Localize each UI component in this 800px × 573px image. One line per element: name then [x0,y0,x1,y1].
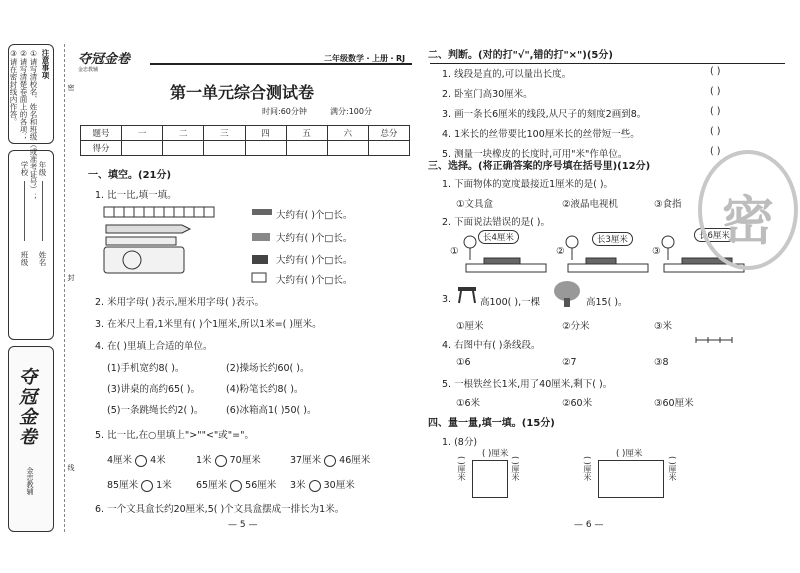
option[interactable]: ①厘米 [456,321,484,332]
answer-blank[interactable]: ( ) [710,126,721,137]
answer-blank[interactable]: ( ) [710,106,721,117]
segment-figure [694,335,734,345]
score-cell[interactable] [327,141,368,156]
judge-item: 5. 测量一块橡皮的长度时,可用"米"作单位。 [442,149,628,160]
compare-left: 37厘米 [290,455,322,466]
question-text: 高15( )。 [586,297,628,308]
judge-item: 4. 1米长的丝带要比100厘米长的丝带短一些。 [442,129,640,140]
publisher-logo: 金忠教辅 [78,67,99,73]
table-header: 一 [122,126,163,141]
compare-row [196,452,261,467]
table-header: 六 [327,126,368,141]
seal-mark: 密 [67,84,75,91]
answer-blank[interactable]: ( ) [710,86,721,97]
score-table-score-row [81,141,410,156]
grade-label: 年级 [38,161,47,176]
student-info-box [8,150,54,340]
measure-blank[interactable]: ( )厘米 [583,456,592,481]
brand-box [8,346,54,532]
tree-icon [552,280,582,308]
question-text: 5. 比一比,在○里填上">""<"或"="。 [95,430,254,441]
small-item-icons [250,207,278,287]
measure-blank[interactable]: ( )厘米 [511,456,520,481]
judge-item: 2. 卧室门高30厘米。 [442,89,533,100]
table-header: 五 [286,126,327,141]
compare-left: 85厘米 [107,480,139,491]
notice-item: ③请在密封线内作答。 [9,49,18,126]
section-heading: 四、量一量,填一填。(15分) [428,418,555,429]
brand-logo: 夺冠金卷 [16,367,37,447]
measure-rectangle [598,460,664,498]
option[interactable]: ② [556,246,565,257]
compare-pictures [102,205,222,275]
compare-row [290,477,355,492]
unit-item: (4)粉笔长约8( )。 [226,384,304,395]
compare-line: 大约有( )个□长。 [276,210,353,221]
option[interactable]: ① [450,246,459,257]
compare-row [107,477,172,492]
measure-blank[interactable]: ( )厘米 [616,449,643,459]
option[interactable]: ③ [652,246,661,257]
question-number: 3. [442,294,452,305]
school-label: 学校 [20,161,29,176]
notice-title: 注意事项 [41,49,50,79]
seal-mark: 封 [67,274,75,281]
unit-item: (3)讲桌的高约65( )。 [107,384,200,395]
score-cell[interactable] [368,141,409,156]
compare-left: 3米 [290,480,306,491]
section-heading: 一、填空。(21分) [88,170,172,181]
question-text: 2. 米用字母( )表示,厘米用字母( )表示。 [95,297,264,308]
compare-circle[interactable] [141,480,153,492]
table-header: 总分 [368,126,409,141]
option[interactable]: ③米 [654,321,673,332]
compare-circle[interactable] [309,480,321,492]
page-title: 第一单元综合测试卷 [170,83,315,102]
stool-icon [456,284,478,304]
compare-right: 4米 [150,455,166,466]
option[interactable]: ②液晶电视机 [562,199,619,210]
notice-item: ②请写清楚卷面上的各项； [19,49,28,141]
answer-blank[interactable]: ( ) [710,66,721,77]
table-header: 题号 [81,126,122,141]
compare-right: 1米 [156,480,172,491]
compare-left: 1米 [196,455,212,466]
table-header: 四 [245,126,286,141]
time-label: 时间:60分钟 [262,107,307,116]
score-cell[interactable] [286,141,327,156]
answer-blank[interactable]: ( ) [710,146,721,157]
seal-mark: 线 [67,464,75,471]
binding-sidebar [2,44,75,532]
compare-circle[interactable] [230,480,242,492]
publisher-logo: 金忠教辅 [26,467,34,495]
class-label: 班级 [20,251,29,266]
compare-row [290,452,370,467]
option[interactable]: ①6米 [456,398,481,409]
compare-left: 65厘米 [196,480,228,491]
score-cell[interactable] [122,141,163,156]
notice-item: ①请写清校名、姓名和班级（或准考证号）； [29,49,38,201]
score-table-header-row [81,126,410,141]
table-header: 二 [163,126,204,141]
question-text: 4. 在( )里填上合适的单位。 [95,341,213,352]
section-heading: 二、判断。(对的打"√",错的打"×")(5分) [428,50,613,61]
compare-line: 大约有( )个□长。 [276,275,353,286]
measure-blank[interactable]: ( )厘米 [668,456,677,481]
question-text: 6. 一个文具盒长约20厘米,5( )个文具盒摆成一排长为1米。 [95,504,345,515]
page-number: — 6 — [574,520,604,530]
score-cell[interactable] [163,141,204,156]
score-label: 满分:100分 [330,107,372,116]
compare-right: 70厘米 [229,455,261,466]
question-text: 3. 在米尺上看,1米里有( )个1厘米,所以1米=( )厘米。 [95,319,322,330]
table-header: 三 [204,126,245,141]
compare-circle[interactable] [215,455,227,467]
score-cell[interactable] [204,141,245,156]
compare-circle[interactable] [135,455,147,467]
name-label: 姓名 [38,251,47,266]
measure-blank[interactable]: ( )厘米 [482,449,509,459]
section-heading: 三、选择。(将正确答案的序号填在括号里)(12分) [428,161,651,172]
measure-square [472,460,508,498]
compare-line: 大约有( )个□长。 [276,255,353,266]
page-number: — 5 — [228,520,258,530]
stamp-character: 密 [722,191,775,252]
table-row-label: 得分 [81,141,122,156]
unit-item: (1)手机宽约8( )。 [107,363,185,374]
speech-bubble: 长4厘米 [478,230,519,244]
option[interactable]: ②60米 [562,398,593,409]
option[interactable]: ②分米 [562,321,590,332]
score-cell[interactable] [245,141,286,156]
option[interactable]: ②7 [562,357,577,368]
score-table [80,125,410,156]
speech-bubble: 长3厘米 [592,232,633,246]
compare-right: 46厘米 [339,455,371,466]
judge-item: 3. 画一条长6厘米的线段,从尺子的刻度2画到8。 [442,109,647,120]
compare-right: 30厘米 [323,480,355,491]
grade-tag: 二年级数学・上册・RJ [324,54,406,63]
measure-blank[interactable]: ( )厘米 [457,456,466,481]
compare-right: 56厘米 [245,480,277,491]
question-text: 5. 一根铁丝长1米,用了40厘米,剩下( )。 [442,379,613,390]
option[interactable]: ③8 [654,357,669,368]
seal-stamp [698,150,798,270]
question-text: 1. 下面物体的宽度最接近1厘米的是( )。 [442,179,614,190]
unit-item: (6)冰箱高1( )50( )。 [226,405,317,416]
unit-item: (2)操场长约60( )。 [226,363,310,374]
question-text: 1. (8分) [442,437,478,448]
compare-row [196,477,276,492]
option[interactable]: ①6 [456,357,471,368]
option[interactable]: ①文具盒 [456,199,494,210]
question-text: 2. 下面说法错误的是( )。 [442,217,551,228]
question-text: 4. 右图中有( )条线段。 [442,340,541,351]
option[interactable]: ③60厘米 [654,398,694,409]
compare-circle[interactable] [324,455,336,467]
brand-logo: 夺冠金卷 [78,52,131,67]
speech-bubble: 长6厘米 [694,228,735,242]
question-text: 1. 比一比,填一填。 [95,190,177,201]
question-text: 高100( ),一棵 [480,297,541,308]
judge-item: 1. 线段是直的,可以量出长度。 [442,69,572,80]
option[interactable]: ③食指 [654,199,682,210]
compare-row [107,452,166,467]
compare-left: 4厘米 [107,455,133,466]
compare-line: 大约有( )个□长。 [276,233,353,244]
unit-item: (5)一条跳绳长约2( )。 [107,405,204,416]
